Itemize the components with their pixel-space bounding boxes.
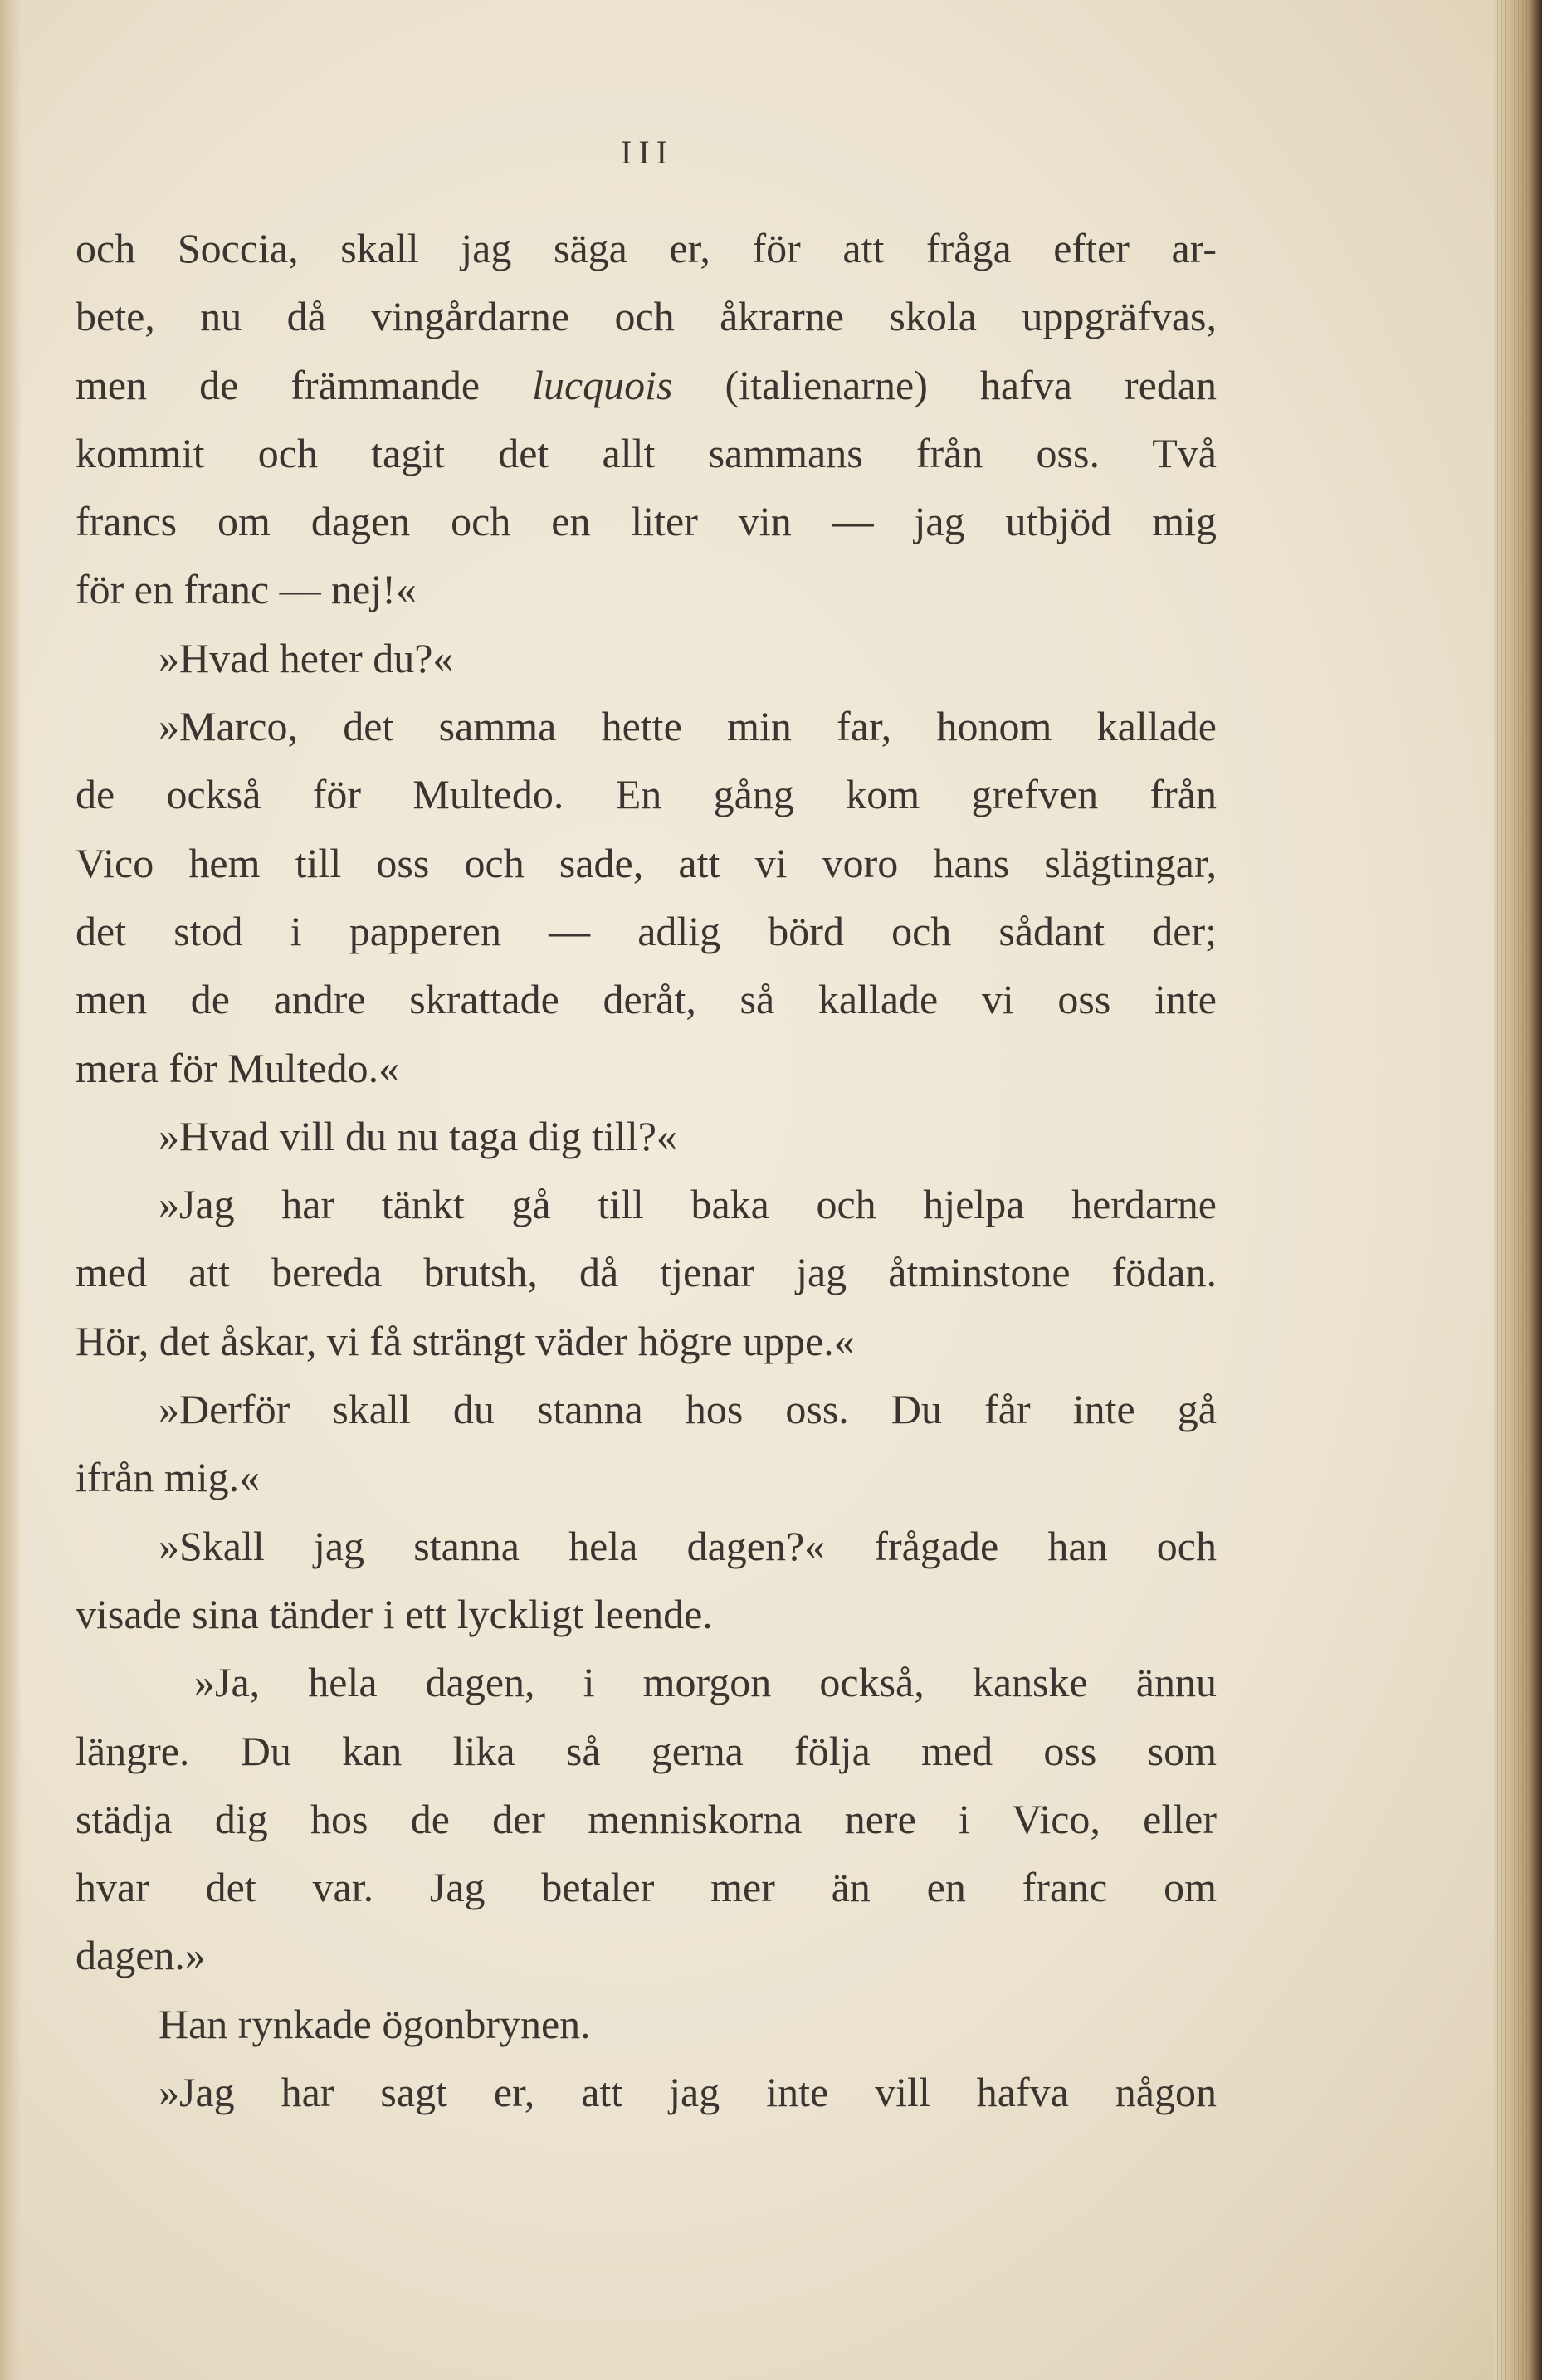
text-line: längre. Du kan lika så gerna följa med oss som xyxy=(76,1727,1217,1774)
text-line: ifrån mig.« xyxy=(76,1454,261,1501)
text-line: dagen.» xyxy=(76,1932,206,1979)
text-line: kommit och tagit det allt sammans från oss. Två xyxy=(76,429,1217,476)
text-line: »Hvad heter du?« xyxy=(159,634,454,681)
italic-word: lucquois xyxy=(532,361,673,408)
text-line: »Jag har sagt er, att jag inte vill hafva någon xyxy=(159,2069,1217,2116)
text-line: »Ja, hela dagen, i morgon också, kanske ännu xyxy=(194,1659,1217,1706)
body-text xyxy=(76,214,1217,2126)
text-line xyxy=(76,351,1217,419)
text-line: visade sina tänder i ett lyckligt leende. xyxy=(76,1590,713,1637)
text-line: »Marco, det samma hette min far, honom kallade xyxy=(159,703,1217,750)
text-line: med att bereda brutsh, då tjenar jag åtminstone födan. xyxy=(76,1249,1217,1296)
text-segment: men de främmande xyxy=(76,361,533,408)
text-line: »Jag har tänkt gå till baka och hjelpa herdarne xyxy=(159,1181,1217,1228)
text-line: de också för Multedo. En gång kom grefven från xyxy=(76,771,1217,818)
text-line: »Derför skall du stanna hos oss. Du får inte gå xyxy=(159,1386,1217,1433)
page-number: III xyxy=(621,134,674,171)
text-line: men de andre skrattade deråt, så kallade vi oss inte xyxy=(76,976,1217,1023)
text-line: francs om dagen och en liter vin — jag utbjöd mig xyxy=(76,498,1217,545)
text-line: Han rynkade ögonbrynen. xyxy=(159,2000,591,2047)
text-line: »Hvad vill du nu taga dig till?« xyxy=(159,1112,677,1159)
text-segment: (italienarne) hafva redan xyxy=(672,361,1217,408)
text-line: städja dig hos de der menniskorna nere i Vico, eller xyxy=(76,1795,1217,1842)
page-left-edge xyxy=(0,0,22,2380)
text-line: hvar det var. Jag betaler mer än en franc om xyxy=(76,1864,1217,1911)
text-line: och Soccia, skall jag säga er, för att fråga efter ar- xyxy=(76,225,1217,271)
text-line: mera för Multedo.« xyxy=(76,1044,400,1091)
text-line: Vico hem till oss och sade, att vi voro hans slägtingar, xyxy=(76,839,1217,886)
page-edge-texture xyxy=(1497,0,1530,2380)
text-line: »Skall jag stanna hela dagen?« frågade han och xyxy=(159,1522,1217,1569)
text-line: det stod i papperen — adlig börd och sådant der; xyxy=(76,907,1217,954)
text-line: för en franc — nej!« xyxy=(76,566,417,613)
text-line: bete, nu då vingårdarne och åkrarne skola uppgräfvas, xyxy=(76,293,1217,340)
text-line: Hör, det åskar, vi få strängt väder högre uppe.« xyxy=(76,1317,855,1364)
